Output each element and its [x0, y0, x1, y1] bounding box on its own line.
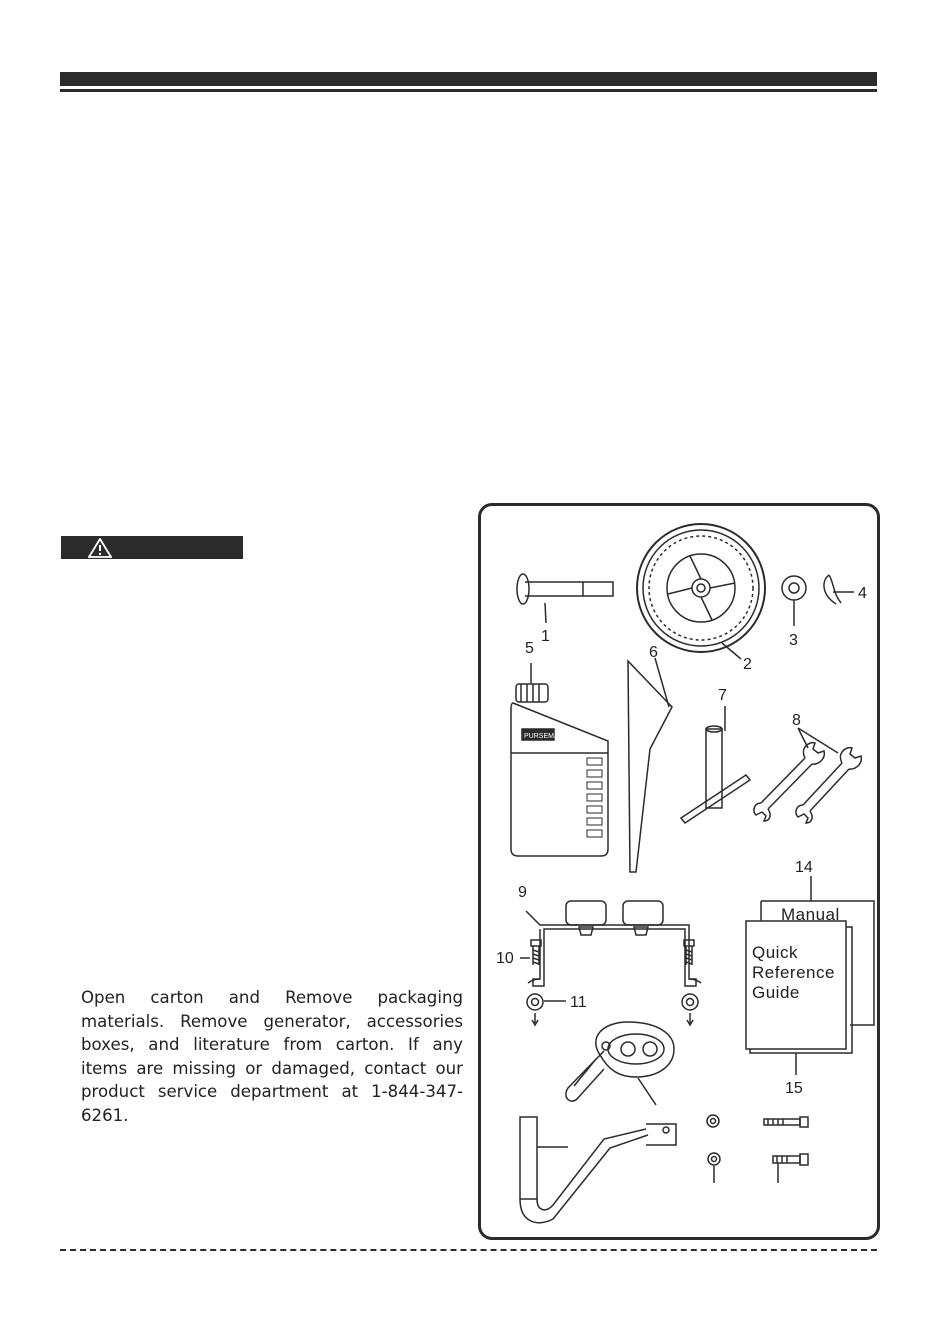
callout-2: 2 [743, 656, 752, 673]
lock-nuts [527, 994, 698, 1025]
mounting-bolts [520, 940, 694, 965]
wheel [637, 524, 765, 659]
axle-pin [517, 574, 613, 623]
callout-5: 5 [525, 640, 534, 657]
transport-handle [520, 1117, 676, 1223]
footer-rule [60, 1249, 877, 1251]
support-bracket [526, 901, 701, 986]
oil-bottle [511, 663, 608, 856]
callout-3: 3 [789, 632, 798, 649]
callout-8: 8 [792, 712, 801, 729]
callout-15: 15 [785, 1080, 803, 1097]
callout-10: 10 [496, 950, 514, 967]
unpacking-instructions: Open carton and Remove packaging materials. Remove generator, accessories boxes, and literature from carton. If any items are missing or damaged, contact our product service department at 1-844-347-6261. [81, 988, 463, 1125]
callout-6: 6 [649, 644, 658, 661]
funnel [628, 658, 672, 872]
callout-9: 9 [518, 884, 527, 901]
manual-label: Manual [781, 905, 840, 924]
hairpin-cotter [824, 575, 854, 604]
open-end-wrenches [754, 728, 861, 823]
header-rule [60, 89, 877, 92]
washer [782, 576, 806, 626]
quick-ref-line3: Guide [752, 983, 800, 1002]
callout-7: 7 [718, 687, 727, 704]
spark-plug-wrench [681, 706, 750, 823]
header-bar [60, 72, 877, 86]
package-contents-illustration [478, 503, 880, 1240]
callout-1: 1 [541, 628, 550, 645]
quick-ref-line1: Quick [752, 943, 798, 962]
callout-11: 11 [570, 994, 587, 1011]
callout-4: 4 [858, 585, 867, 602]
hardware-nuts-bolts [707, 1115, 808, 1183]
quick-ref-line2: Reference [752, 963, 835, 982]
remote-key-fob [566, 1022, 674, 1105]
callout-14: 14 [795, 859, 813, 876]
oil-bottle-brand: PURSEMAX [524, 733, 564, 740]
warning-triangle-icon [88, 538, 112, 558]
